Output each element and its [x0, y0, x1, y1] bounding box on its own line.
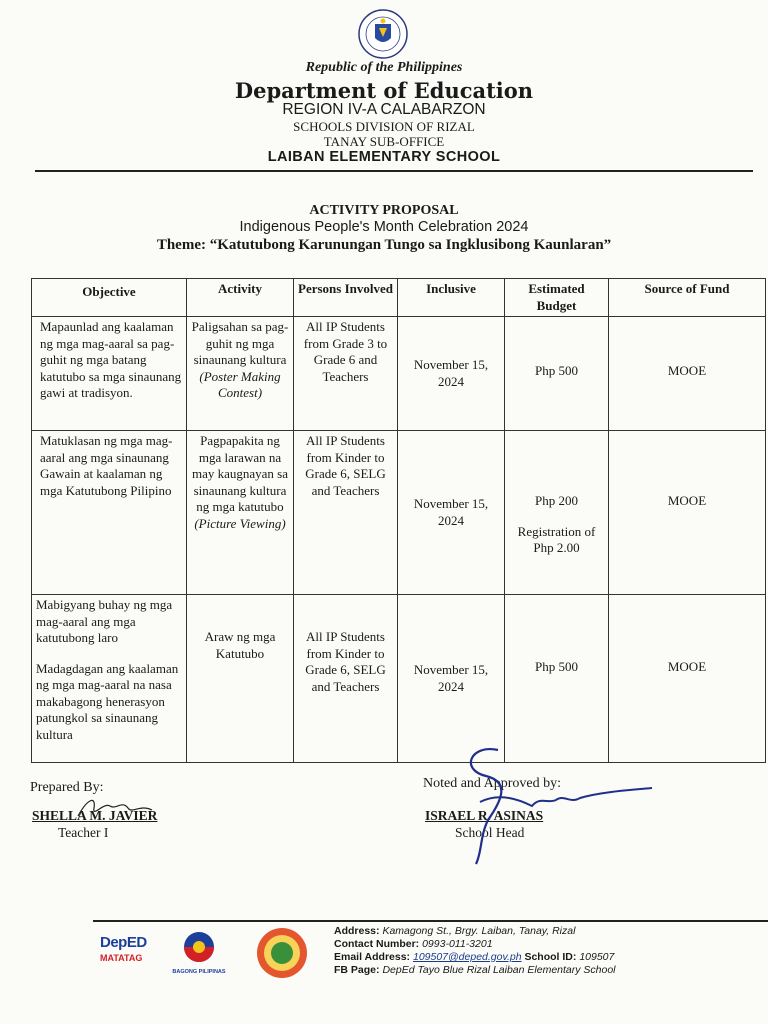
footer-contact-label: Contact Number: — [334, 938, 420, 950]
noted-by-name: ISRAEL R. ASINAS — [425, 808, 544, 823]
activity-text: Pagpapakita ng mga larawan na may kaugnayan sa sinaunang kultura ng mga katutubo — [191, 433, 289, 514]
prepared-signature — [70, 788, 160, 828]
activity-table — [31, 278, 766, 763]
footer-address: Kamagong St., Brgy. Laiban, Tanay, Rizal — [382, 925, 576, 937]
inclusive-date: November 15, 2024 — [413, 357, 489, 389]
inclusive-date: November 15, 2024 — [413, 662, 489, 694]
header-republic: Republic of the Philippines — [305, 60, 463, 75]
document-title: ACTIVITY PROPOSAL — [309, 203, 459, 218]
footer-email-label: Email Address: — [334, 951, 411, 963]
objective-text-2: Madagdagan ang kaalaman ng mga mag-aaral na nasa makabagong henerasyon patungkol sa sinaunang kultura — [36, 660, 179, 742]
footer-fb-label: FB Page: — [334, 964, 380, 976]
prepared-by-title: Teacher I — [58, 825, 109, 840]
header-inclusive: Inclusive — [398, 279, 505, 317]
header-persons: Persons Involved — [294, 279, 398, 317]
table-row — [32, 431, 766, 595]
fund-source: MOOE — [667, 659, 707, 674]
activity-text: Araw ng mga Katutubo — [204, 629, 276, 661]
document-subtitle: Indigenous People's Month Celebration 2024 — [239, 219, 529, 235]
prepared-by-name: SHELLA M. JAVIER — [32, 808, 158, 823]
document-theme: Theme: “Katutubong Karunungan Tungo sa Ingklusibong Kaunlaran” — [156, 237, 612, 253]
footer-schoolid-label: School ID: — [524, 951, 577, 963]
objective-text: Mabigyang buhay ng mga mag-aaral ang mga katutubong laro — [36, 597, 173, 645]
budget-value: Php 200 — [535, 493, 578, 508]
header-department: Department of Education — [234, 78, 534, 103]
footer-schoolid: 109507 — [579, 951, 615, 963]
header-activity: Activity — [187, 279, 294, 317]
deped-seal-logo — [349, 8, 417, 60]
school-logo — [245, 926, 319, 980]
deped-logo-text: DepED — [100, 934, 147, 951]
noted-by-label: Noted and Approved by: — [423, 776, 562, 791]
footer-divider — [93, 920, 768, 922]
approver-signature — [440, 740, 660, 870]
header-objective: Objective — [32, 279, 187, 317]
footer-fb: DepEd Tayo Blue Rizal Laiban Elementary School — [382, 964, 616, 976]
activity-note: (Poster Making Contest) — [199, 368, 281, 400]
matatag-logo-text: MATATAG — [100, 953, 143, 963]
table-header-row — [32, 279, 766, 317]
table-row — [32, 317, 766, 431]
persons-text: All IP Students from Grade 3 to Grade 6 and Teachers — [303, 319, 388, 384]
footer-email-link[interactable]: 109507@deped.gov.ph — [412, 951, 522, 963]
footer-address-label: Address: — [334, 925, 380, 937]
bagong-pilipinas-text: BAGONG PILIPINAS — [172, 969, 226, 975]
objective-text: Matuklasan ng mga mag-aaral ang mga sinaunang Gawain at kaalaman ng mga Katutubong Pilipino — [40, 433, 173, 498]
persons-text: All IP Students from Kinder to Grade 6, SELG and Teachers — [305, 433, 386, 498]
header-school-name: LAIBAN ELEMENTARY SCHOOL — [267, 149, 501, 165]
header-division: SCHOOLS DIVISION OF RIZAL — [293, 119, 475, 134]
footer-contact: 0993-011-3201 — [422, 938, 493, 950]
header-fund: Source of Fund — [609, 279, 766, 317]
objective-text: Mapaunlad ang kaalaman ng mga mag-aaral sa pag-guhit ng mga batang katutubo sa mga sinaunang gawi at tradisyon. — [40, 319, 182, 400]
budget-value: Php 500 — [535, 363, 578, 378]
fund-source: MOOE — [667, 363, 707, 378]
header-divider — [35, 170, 753, 172]
bagong-pilipinas-logo — [168, 930, 230, 975]
header-region: REGION IV-A CALABARZON — [282, 101, 486, 118]
deped-matatag-logo — [100, 934, 160, 974]
fund-source: MOOE — [667, 493, 707, 508]
persons-text: All IP Students from Kinder to Grade 6, SELG and Teachers — [305, 629, 386, 694]
table-row — [32, 595, 766, 763]
prepared-by-label: Prepared By: — [30, 780, 104, 795]
activity-text: Paligsahan sa pag-guhit ng mga sinaunang kultura — [191, 319, 289, 367]
budget-note: Registration of Php 2.00 — [517, 523, 596, 555]
bagong-pilipinas-emblem — [168, 930, 230, 964]
activity-note: (Picture Viewing) — [194, 515, 286, 531]
header-budget: Estimated Budget — [505, 279, 609, 317]
inclusive-date: November 15, 2024 — [413, 496, 489, 528]
header-suboffice: TANAY SUB-OFFICE — [323, 134, 445, 149]
noted-by-title: School Head — [455, 825, 525, 840]
budget-value: Php 500 — [535, 659, 578, 674]
